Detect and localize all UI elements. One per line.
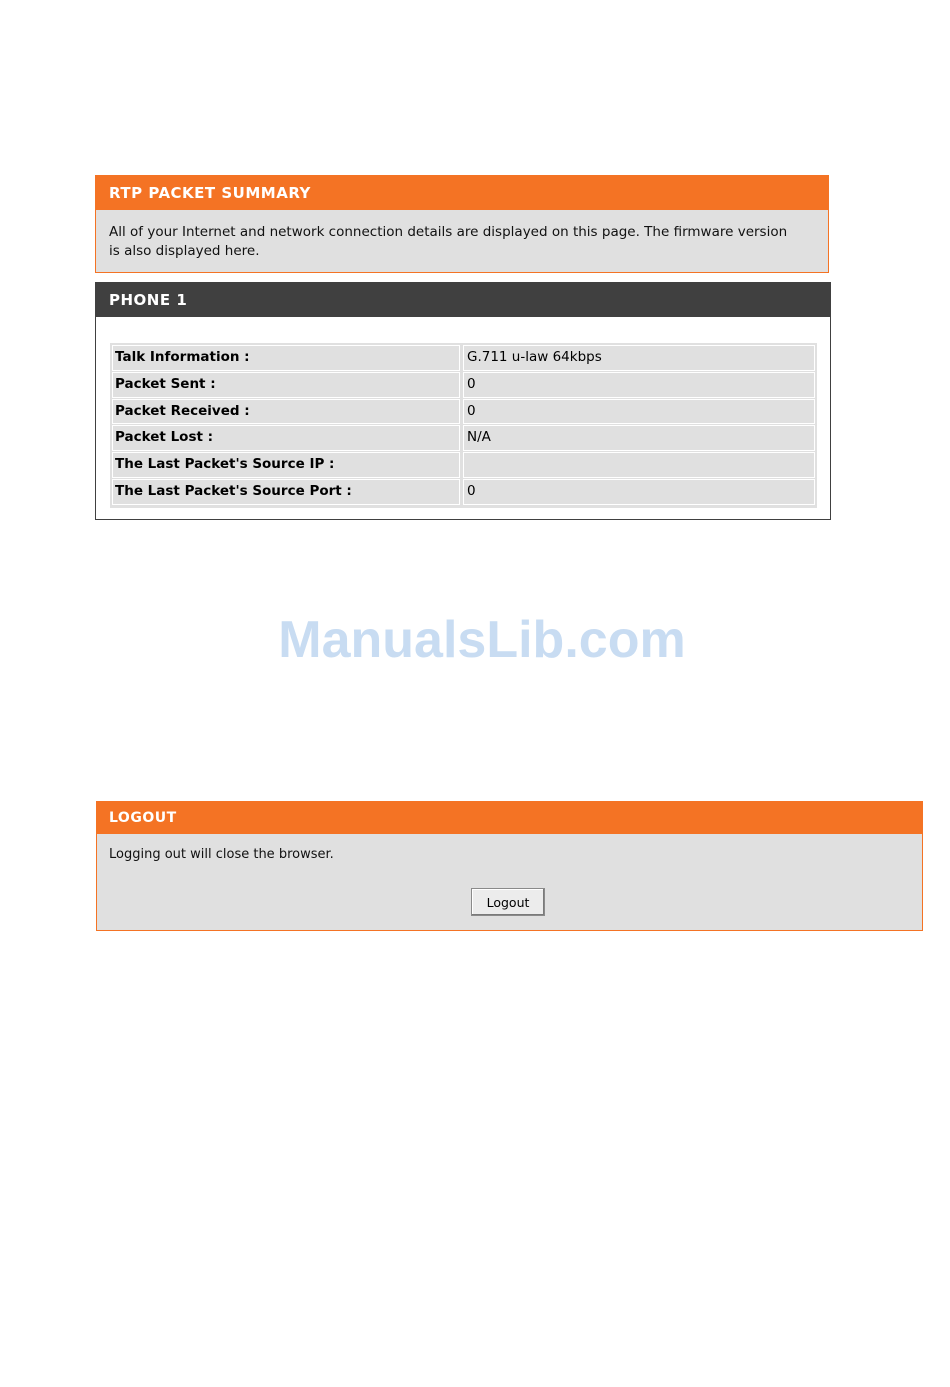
talk-information-value: G.711 u-law 64kbps (463, 345, 815, 371)
packet-lost-value: N/A (463, 425, 815, 451)
packet-sent-label: Packet Sent : (112, 372, 460, 398)
source-port-label: The Last Packet's Source Port : (112, 479, 460, 505)
table-row-source-port (112, 479, 815, 506)
logout-button[interactable]: Logout (471, 888, 545, 916)
table-row-talk-information (112, 345, 815, 372)
phone-1-info-table (110, 343, 817, 508)
packet-sent-value: 0 (463, 372, 815, 398)
source-ip-value (463, 452, 815, 478)
logout-panel (96, 801, 923, 931)
packet-received-label: Packet Received : (112, 399, 460, 425)
manualslib-watermark: ManualsLib.com (278, 611, 686, 669)
packet-received-value: 0 (463, 399, 815, 425)
logout-description: Logging out will close the browser. (109, 847, 334, 862)
phone-1-title: PHONE 1 (96, 283, 830, 317)
rtp-summary-description: All of your Internet and network connection details are displayed on this page. The firmware version is also displayed here. (109, 224, 788, 259)
table-row-source-ip (112, 452, 815, 479)
rtp-packet-summary-panel (95, 175, 829, 273)
rtp-summary-title: RTP PACKET SUMMARY (96, 176, 828, 210)
packet-lost-label: Packet Lost : (112, 425, 460, 451)
source-port-value: 0 (463, 479, 815, 505)
table-row-packet-lost (112, 425, 815, 452)
talk-information-label: Talk Information : (112, 345, 460, 371)
source-ip-label: The Last Packet's Source IP : (112, 452, 460, 478)
table-row-packet-sent (112, 372, 815, 399)
logout-title: LOGOUT (97, 802, 922, 834)
table-row-packet-received (112, 399, 815, 426)
phone-1-panel (95, 282, 831, 520)
